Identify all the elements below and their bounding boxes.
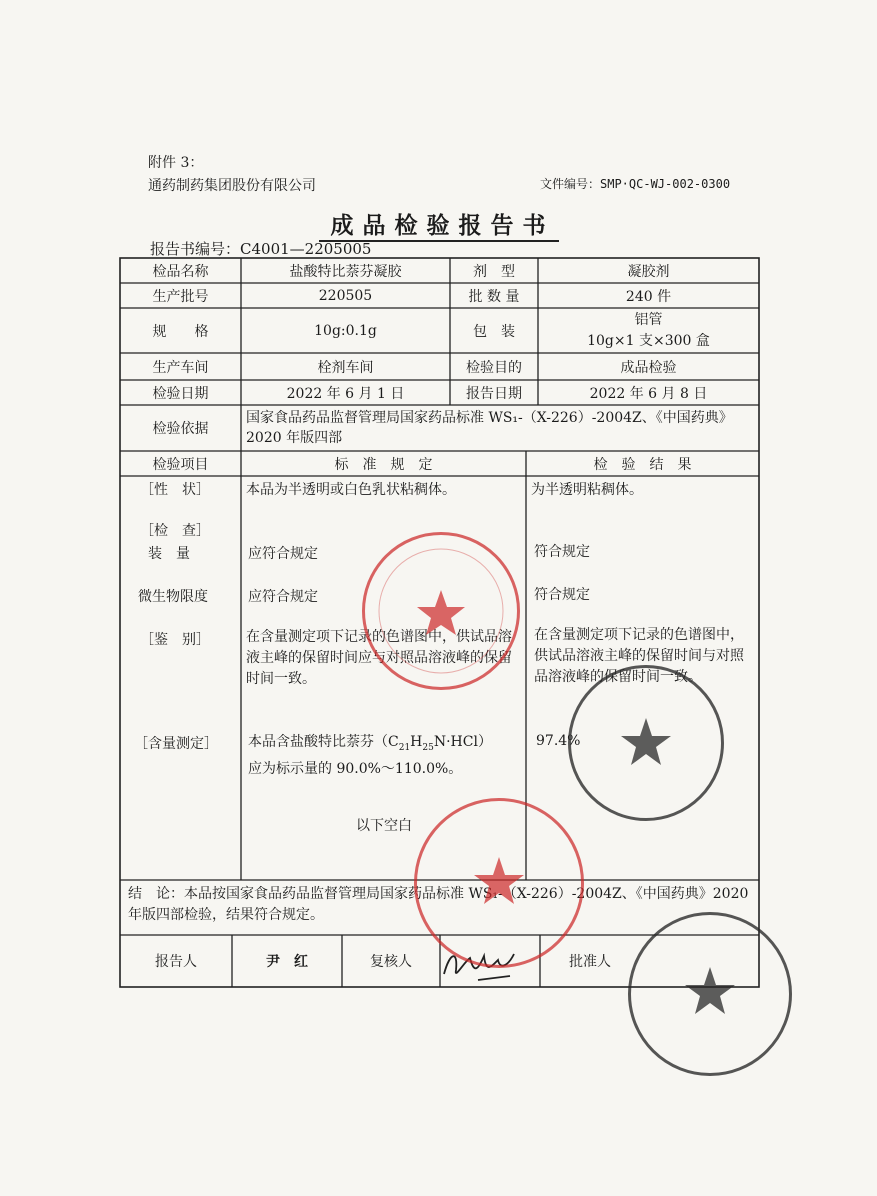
assay-prefix: 本品含盐酸特比萘芬（C — [248, 734, 399, 750]
purpose-label: 检验目的 — [466, 359, 522, 376]
batch-value: 220505 — [318, 287, 373, 304]
attachment-label: 附件 3： — [148, 155, 204, 171]
package-value — [538, 308, 759, 353]
quality-assurance-stamp — [568, 665, 724, 821]
spec-label: 规 格 — [152, 323, 209, 340]
assay-sub2: 25 — [422, 742, 434, 753]
fill-label: 装 量 — [148, 546, 190, 562]
dosage-form-value: 凝胶剂 — [627, 263, 670, 280]
purpose-value: 成品检验 — [620, 359, 677, 376]
basis-value: 国家食品药品监督管理局国家药品标准 WS₁-（X-226）-2004Z、《中国药典》2020 年版四部 — [246, 410, 733, 446]
page-title-text: 成品检验报告书 — [319, 212, 559, 242]
appearance-result: 为半透明粘稠体。 — [531, 482, 643, 498]
fill-result: 符合规定 — [534, 544, 590, 560]
micro-result: 符合规定 — [534, 587, 590, 603]
ident-standard: 在含量测定项下记录的色谱图中，供试品溶液主峰的保留时间应与对照品溶液峰的保留时间一致。 — [246, 629, 512, 687]
file-number: 文件编号：SMP·QC-WJ-002-0300 — [540, 177, 731, 191]
assay-standard-line2: 应为标示量的 90.0%～110.0%。 — [248, 760, 463, 777]
spec-value: 10g:0.1g — [314, 322, 377, 339]
quality-dedicated-seal — [628, 912, 792, 1076]
product-name-value: 盐酸特比萘芬凝胶 — [289, 263, 402, 280]
workshop-label: 生产车间 — [152, 359, 209, 376]
package-line1: 铝管 — [634, 311, 663, 328]
items-header-item: 检验项目 — [152, 456, 209, 473]
appearance-label: ［性 状］ — [140, 482, 210, 498]
batch-qty-value: 240 件 — [625, 288, 672, 305]
assay-mid2: N·HCl） — [433, 734, 492, 750]
product-name-label: 检品名称 — [152, 263, 209, 280]
test-date-value: 2022 年 6 月 1 日 — [286, 385, 405, 402]
items-header-result: 检 验 结 果 — [593, 456, 692, 473]
package-label: 包 装 — [473, 323, 515, 340]
report-date-label: 报告日期 — [466, 385, 522, 402]
company-name: 通药制药集团股份有限公司 — [148, 178, 316, 194]
micro-standard: 应符合规定 — [248, 589, 318, 605]
quality-management-stamp — [414, 798, 584, 968]
reporter-label: 报告人 — [155, 954, 197, 970]
blank-below: 以下空白 — [356, 818, 412, 834]
assay-standard-line1 — [248, 732, 524, 759]
ident-result: 在含量测定项下记录的色谱图中，供试品溶液主峰的保留时间与对照品溶液峰的保留时间一致。 — [534, 627, 744, 685]
approver-label: 批准人 — [569, 954, 611, 970]
appearance-standard: 本品为半透明或白色乳状粘稠体。 — [246, 482, 456, 498]
assay-label: ［含量测定］ — [134, 736, 218, 752]
assay-standard — [248, 732, 524, 780]
assay-mid1: H — [410, 734, 423, 750]
workshop-value: 栓剂车间 — [317, 359, 374, 376]
report-date-value: 2022 年 6 月 8 日 — [589, 385, 708, 402]
package-line2: 10g×1 支×300 盒 — [587, 332, 710, 349]
assay-sub1: 21 — [398, 742, 411, 753]
batch-label: 生产批号 — [152, 288, 209, 305]
batch-qty-label: 批 数 量 — [468, 288, 520, 305]
conclusion: 结 论：本品按国家食品药品监督管理局国家药品标准 WS₁-（X-226）-2004Z、《中国药典》2020 年版四部检验，结果符合规定。 — [128, 886, 749, 923]
ident-label: ［鉴 别］ — [140, 632, 210, 648]
reporter-name: 尹 红 — [266, 954, 308, 970]
dosage-form-label: 剂 型 — [473, 263, 515, 280]
micro-label: 微生物限度 — [138, 589, 208, 605]
company-seal-stamp-1 — [362, 532, 520, 690]
check-label: ［检 查］ — [140, 523, 210, 539]
report-number: 报告书编号：C4001—2205005 — [150, 240, 372, 258]
assay-result: 97.4% — [536, 733, 581, 749]
basis-label: 检验依据 — [152, 421, 209, 437]
test-date-label: 检验日期 — [152, 385, 209, 402]
items-header-standard: 标 准 规 定 — [334, 456, 433, 473]
reviewer-label: 复核人 — [370, 954, 412, 970]
fill-standard: 应符合规定 — [248, 546, 318, 562]
